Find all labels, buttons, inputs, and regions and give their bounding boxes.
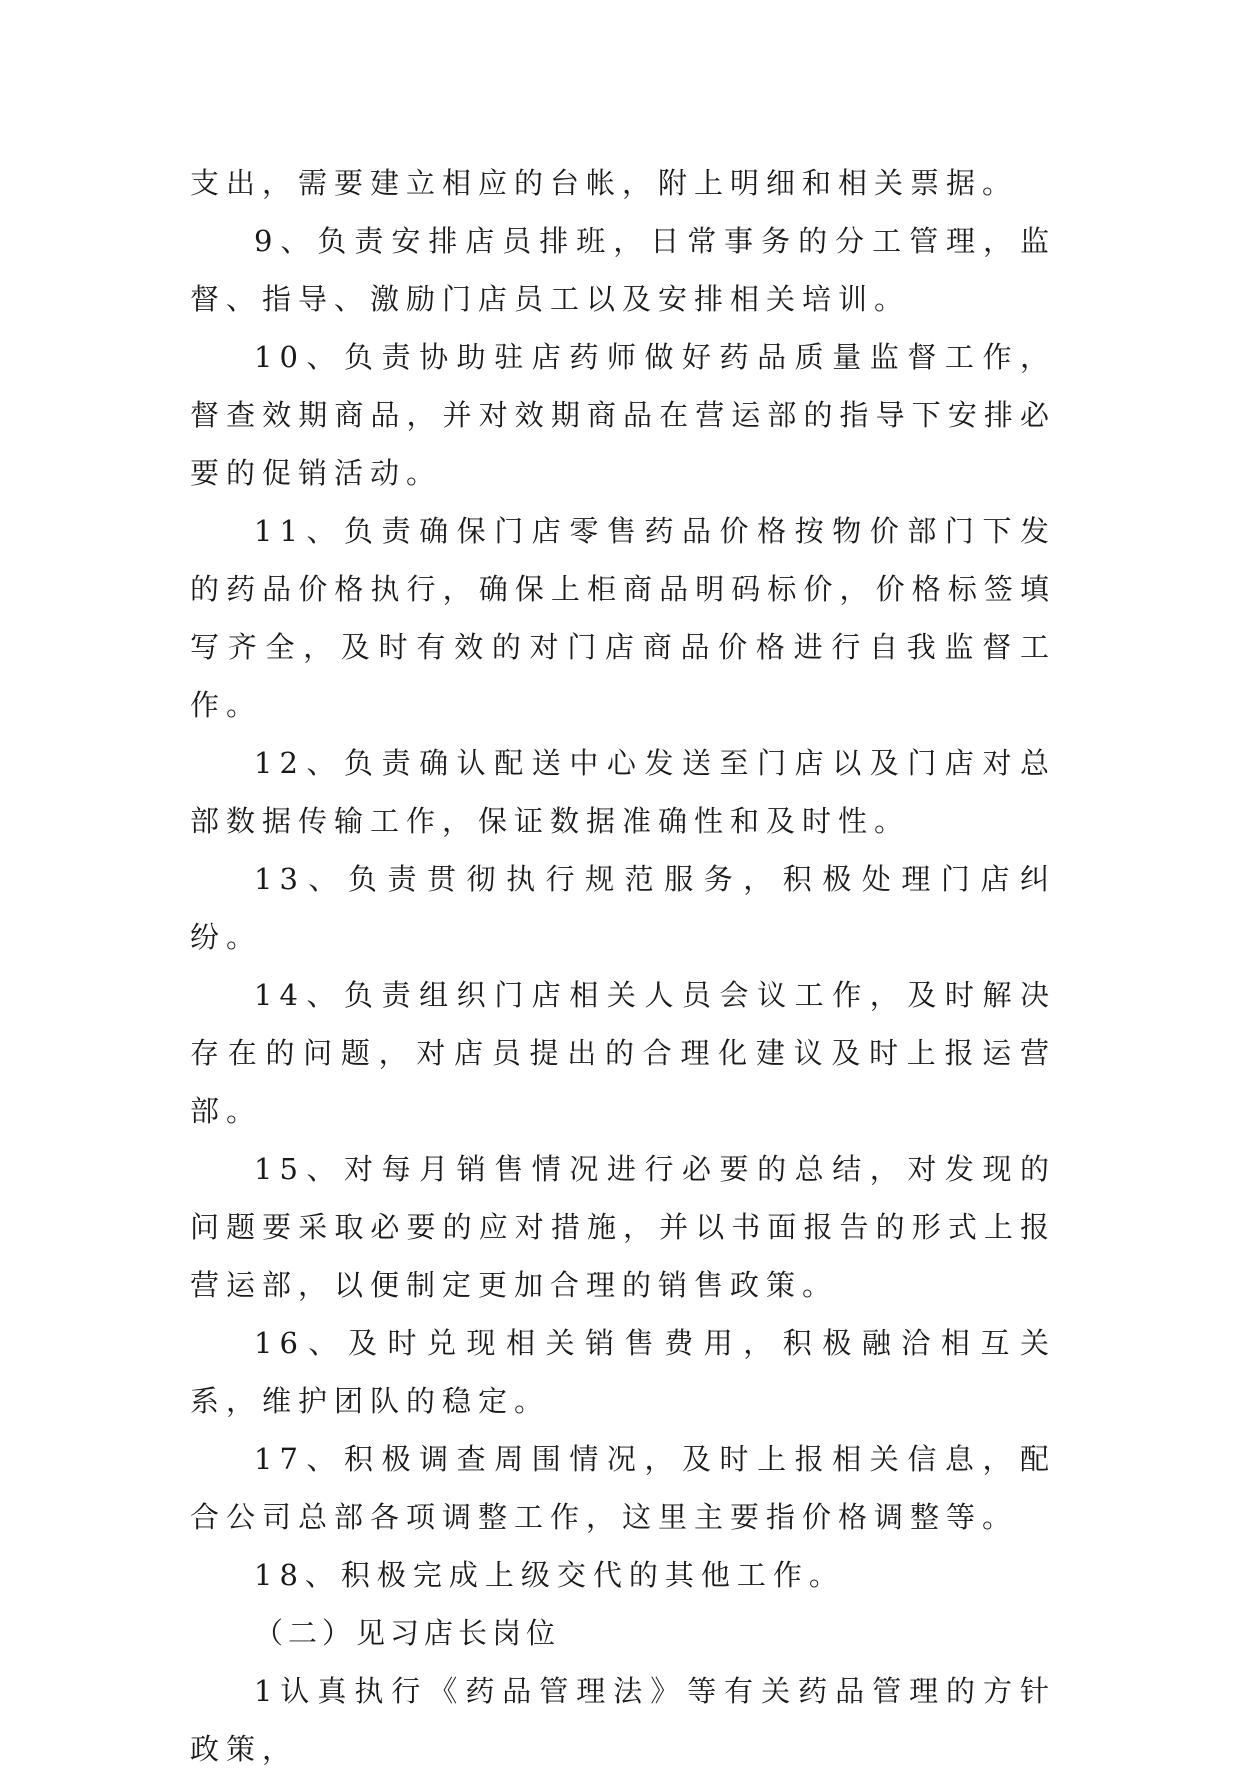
document-body [190, 154, 1056, 1778]
paragraph-item-11: 11、负责确保门店零售药品价格按物价部门下发的药品价格执行，确保上柜商品明码标价，价格标签填写齐全，及时有效的对门店商品价格进行自我监督工作。 [190, 514, 1056, 722]
paragraph-item-17: 17、积极调查周围情况，及时上报相关信息，配合公司总部各项调整工作，这里主要指价格调整等。 [190, 1442, 1056, 1534]
paragraph-item-15: 15、对每月销售情况进行必要的总结，对发现的问题要采取必要的应对措施，并以书面报告的形式上报营运部，以便制定更加合理的销售政策。 [190, 1152, 1056, 1302]
paragraph-item-14: 14、负责组织门店相关人员会议工作，及时解决存在的问题，对店员提出的合理化建议及时上报运营部。 [190, 978, 1056, 1128]
paragraph-item-13: 13、负责贯彻执行规范服务，积极处理门店纠纷。 [190, 862, 1056, 954]
paragraph-expense-ledger: 支出，需要建立相应的台帐，附上明细和相关票据。 [190, 166, 1019, 200]
paragraph-item-18: 18、积极完成上级交代的其他工作。 [254, 1558, 845, 1592]
paragraph-trainee-item-1: 1认真执行《药品管理法》等有关药品管理的方针政策， [190, 1674, 1056, 1766]
paragraph-item-10: 10、负责协助驻店药师做好药品质量监督工作，督查效期商品，并对效期商品在营运部的指导下安排必要的促销活动。 [190, 340, 1056, 490]
paragraph-item-16: 16、及时兑现相关销售费用，积极融洽相互关系，维护团队的稳定。 [190, 1326, 1056, 1418]
section-heading-trainee-manager: （二）见习店长岗位 [254, 1616, 561, 1650]
paragraph-item-12: 12、负责确认配送中心发送至门店以及门店对总部数据传输工作，保证数据准确性和及时性。 [190, 746, 1056, 838]
paragraph-item-9: 9、负责安排店员排班，日常事务的分工管理，监督、指导、激励门店员工以及安排相关培训。 [190, 224, 1056, 316]
